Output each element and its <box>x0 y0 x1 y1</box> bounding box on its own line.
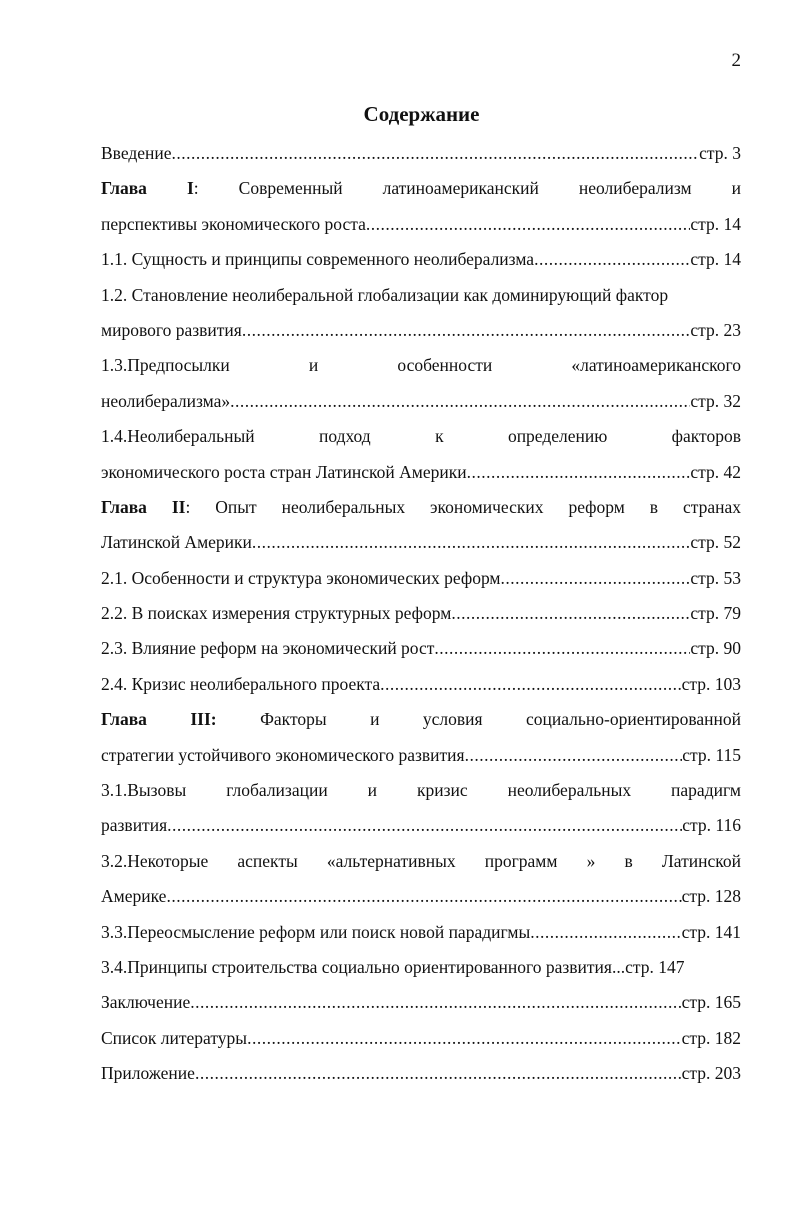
dot-leader <box>195 1056 682 1091</box>
toc-entry <box>101 207 741 242</box>
dot-leader <box>247 1021 682 1056</box>
toc-entry-page: стр. 147 <box>625 956 685 977</box>
toc-entry-title: Список литературы <box>101 1027 248 1048</box>
toc-entry <box>101 561 741 596</box>
toc-entry <box>101 667 741 702</box>
chapter-title: : Опыт неолиберальных экономических реформ в странах <box>185 496 741 517</box>
toc-entry-title: 3.4.Принципы строительства социально ориентированного развития... <box>101 956 626 977</box>
table-of-contents <box>101 136 741 1092</box>
toc-entry-title: неолиберализма» <box>101 390 231 411</box>
toc-entry <box>101 596 741 631</box>
dot-leader <box>172 136 700 171</box>
toc-entry-title: Латинской Америки <box>101 532 252 553</box>
dot-leader <box>434 631 690 666</box>
toc-entry-title: 3.3.Переосмысление реформ или поиск новой парадигмы <box>101 921 531 942</box>
toc-entry-page: стр. 203 <box>681 1063 741 1084</box>
dot-leader <box>230 384 690 419</box>
toc-entry-page: стр. 182 <box>681 1027 741 1048</box>
toc-entry <box>101 1021 741 1056</box>
toc-entry-page: стр. 53 <box>690 567 741 588</box>
dot-leader <box>190 985 681 1020</box>
dot-leader <box>451 596 690 631</box>
dot-leader <box>166 879 681 914</box>
page-title: Содержание <box>363 102 480 126</box>
toc-entry-title: развития <box>101 815 168 836</box>
toc-chapter-heading <box>101 490 741 525</box>
dot-leader <box>534 242 690 277</box>
toc-entry <box>101 455 741 490</box>
chapter-label: Глава I <box>101 178 194 199</box>
toc-entry-line: 3.2.Некоторые аспекты «альтернативных программ » в Латинской <box>101 850 741 871</box>
toc-entry-title: 1.1. Сущность и принципы современного неолиберализма <box>101 249 535 270</box>
toc-entry-title: мирового развития <box>101 319 242 340</box>
dot-leader <box>465 738 683 773</box>
toc-chapter-heading <box>101 702 741 737</box>
toc-entry-page: стр. 165 <box>681 992 741 1013</box>
dot-leader <box>366 207 690 242</box>
toc-entry <box>101 950 741 985</box>
toc-entry-page: стр. 14 <box>690 213 741 234</box>
toc-entry <box>101 242 741 277</box>
toc-entry <box>101 525 741 560</box>
toc-entry-title: Введение <box>101 143 172 163</box>
toc-entry-title: 2.2. В поисках измерения структурных реформ <box>101 603 452 624</box>
toc-entry <box>101 915 741 950</box>
chapter-label: Глава II <box>101 496 186 517</box>
toc-entry <box>101 1056 741 1091</box>
toc-entry-line: 1.4.Неолиберальный подход к определению факторов <box>101 426 741 447</box>
chapter-title: Факторы и условия социально-ориентированной <box>260 709 741 730</box>
page-number: 2 <box>731 50 741 71</box>
dot-leader <box>530 915 681 950</box>
toc-entry-page: стр. 52 <box>690 532 741 553</box>
dot-leader <box>467 455 691 490</box>
toc-entry-page: стр. 42 <box>690 461 741 482</box>
dot-leader <box>242 313 691 348</box>
toc-entry-title: 2.4. Кризис неолиберального проекта <box>101 673 381 694</box>
toc-entry-title: 2.3. Влияние реформ на экономический рост <box>101 638 435 659</box>
toc-entry-page: стр. 23 <box>690 319 741 340</box>
toc-entry-page: стр. 32 <box>690 390 741 411</box>
toc-entry-title: перспективы экономического роста <box>101 213 366 234</box>
toc-entry-title: 2.1. Особенности и структура экономических реформ <box>101 567 501 588</box>
toc-entry <box>101 313 741 348</box>
toc-entry-title: стратегии устойчивого экономического развития <box>101 744 465 765</box>
toc-entry <box>101 985 741 1020</box>
dot-leader <box>167 808 682 843</box>
toc-entry-line: 3.1.Вызовы глобализации и кризис неолиберальных парадигм <box>101 780 741 801</box>
toc-entry-page: стр. 141 <box>681 921 741 942</box>
toc-entry-page: стр. 90 <box>690 638 741 659</box>
chapter-title: : Современный латиноамериканский неолиберализм и <box>193 178 741 199</box>
toc-entry-page: стр. 116 <box>682 815 741 836</box>
toc-entry <box>101 631 741 666</box>
toc-entry <box>101 136 741 171</box>
chapter-label: Глава III: <box>101 709 217 730</box>
toc-entry <box>101 879 741 914</box>
toc-chapter-heading <box>101 171 741 206</box>
toc-entry-line: 1.3.Предпосылки и особенности «латиноамериканского <box>101 355 741 376</box>
toc-entry <box>101 384 741 419</box>
toc-entry-title: Заключение <box>101 992 191 1013</box>
toc-entry <box>101 808 741 843</box>
toc-entry-line: 1.2. Становление неолиберальной глобализации как доминирующий фактор <box>101 284 669 305</box>
toc-entry-title: Приложение <box>101 1063 195 1084</box>
toc-entry-title: экономического роста стран Латинской Америки <box>101 461 467 482</box>
toc-entry-title: Америке <box>101 886 167 907</box>
dot-leader <box>252 525 690 560</box>
toc-entry-page: стр. 128 <box>681 886 741 907</box>
toc-entry-page: стр. 14 <box>690 249 741 270</box>
toc-entry-page: стр. 103 <box>681 673 741 694</box>
toc-entry-page: стр. 3 <box>699 143 741 163</box>
dot-leader <box>380 667 681 702</box>
toc-entry-page: стр. 79 <box>690 603 741 624</box>
toc-entry-page: стр. 115 <box>682 744 741 765</box>
toc-entry <box>101 738 741 773</box>
dot-leader <box>501 561 691 596</box>
